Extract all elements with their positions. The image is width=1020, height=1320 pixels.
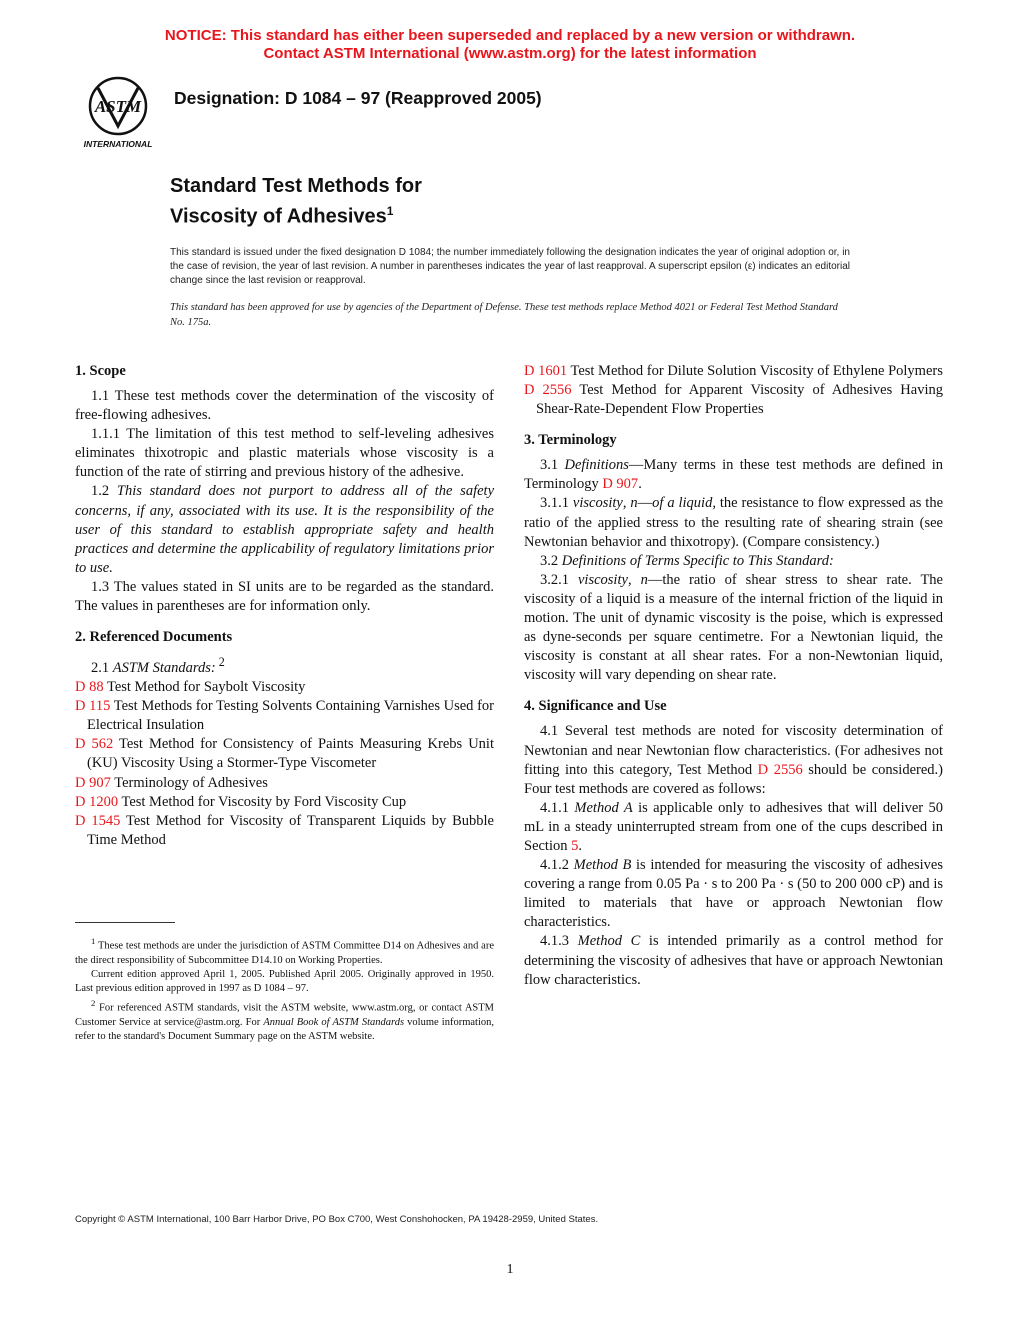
para-1-2 xyxy=(75,482,494,577)
reference-item: D 1545 Test Method for Viscosity of Transparent Liquids by Bubble Time Method xyxy=(75,812,494,848)
section-heading-significance: 4. Significance and Use xyxy=(524,698,667,715)
ref-link-d562[interactable]: D 562 xyxy=(75,736,114,753)
right-column xyxy=(524,362,943,990)
section-heading-scope: 1. Scope xyxy=(75,363,126,379)
designation: Designation: D 1084 – 97 (Reapproved 2005) xyxy=(174,88,542,108)
para-4-1-2: 4.1.2 Method B is intended for measuring the viscosity of adhesives covering a range from 0.05 Pa · s to 200 Pa · s (50 to 200 000 cP) and is limited to materials that have or approach Newtonian flow characteristics. xyxy=(524,857,943,931)
ref-link-d2556-inline[interactable]: D 2556 xyxy=(757,761,803,778)
para-4-1-1: 4.1.1 Method A is applicable only to adhesives that will deliver 50 mL in a steady uninterrupted stream from one of the cups described in Section 5. xyxy=(524,799,944,854)
footnote-1: $^1$ These test methods are under the jurisdiction of ASTM Committee D14 on Adhesives and are the direct responsibility of Subcommittee D14.10 on Working Properties. xyxy=(75,936,494,966)
para-4-1-3: 4.1.3 Method C is intended primarily as a control method for determining the viscosity of adhesives that have or approach Newtonian flow characteristics. xyxy=(524,933,944,988)
ref-link-d907-inline[interactable]: D 907 xyxy=(602,476,639,493)
footnote-mark-2[interactable]: 2 xyxy=(215,655,225,670)
footnote-divider xyxy=(75,922,175,923)
document-title xyxy=(170,174,422,230)
astm-standards-label: ASTM Standards: xyxy=(112,659,216,676)
ref-link-d1601[interactable]: D 1601 xyxy=(524,363,568,379)
title-footnote-mark[interactable]: 1 xyxy=(386,204,394,218)
section-heading-terminology: 3. Terminology xyxy=(524,432,617,449)
para-3-1: 3.1 Definitions—Many terms in these test methods are defined in Terminology D 907. xyxy=(524,457,944,493)
issue-note: This standard is issued under the fixed designation D 1084; the number immediately following the designation indicates the year of original adoption or, in the case of revision, the year of last revision. A number in parentheses indicates the year of last reapproval. A superscript epsilon (ε) indicates an editorial change since the last revision or reapproval. xyxy=(170,247,850,286)
astm-logo xyxy=(74,74,162,152)
para-1-2-num: 1.2 xyxy=(91,483,117,500)
para-1-1-1: 1.1.1 The limitation of this test method to self-leveling adhesives eliminates thixotropic and plastic materials whose viscosity is a function of the rate of stirring and previous history of the adhesive. xyxy=(75,426,494,481)
ref-link-d115[interactable]: D 115 xyxy=(75,698,111,715)
reference-item: D 2556 Test Method for Apparent Viscosity of Adhesives Having Shear-Rate-Dependent Flow Properties xyxy=(524,382,943,418)
ref-link-d1200[interactable]: D 1200 xyxy=(75,793,119,810)
para-1-1: 1.1 These test methods cover the determination of the viscosity of free-flowing adhesives. xyxy=(75,388,494,424)
footnote-2: $^2$ For referenced ASTM standards, visit the ASTM website, www.astm.org, or contact ASTM Customer Service at service@astm.org. For Annual Book of ASTM Standards volume information, refer to the standard's Document Summary page on the ASTM website. xyxy=(75,998,494,1043)
ref-link-d2556[interactable]: D 2556 xyxy=(524,382,572,399)
logo-text: ASTM xyxy=(94,97,142,116)
reference-item: D 115 Test Methods for Testing Solvents Containing Varnishes Used for Electrical Insulation xyxy=(75,698,494,734)
logo-sub-text: INTERNATIONAL xyxy=(83,139,153,149)
notice-line-2: Contact ASTM International (www.astm.org) for the latest information xyxy=(263,45,757,62)
footnote-1-edition: Current edition approved April 1, 2005. Published April 2005. Originally approved in 1950. Last previous edition approved in 1997 as D 1084 – 97. xyxy=(75,968,494,995)
para-1-3: 1.3 The values stated in SI units are to be regarded as the standard. The values in parentheses are for information only. xyxy=(75,578,494,615)
left-column xyxy=(75,362,494,850)
title-line-2: Viscosity of Adhesives xyxy=(170,205,387,228)
reference-item: D 907 Terminology of Adhesives xyxy=(75,774,268,791)
copyright-line: Copyright © ASTM International, 100 Barr Harbor Drive, PO Box C700, West Conshohocken, PA 19428-2959, United States. xyxy=(75,1214,599,1225)
footnotes xyxy=(75,934,494,1044)
para-1-2-text: This standard does not purport to address all of the safety concerns, if any, associated with its use. It is the responsibility of the user of this standard to establish appropriate safety and health practices and determine the applicability of regulatory limitations prior to use. xyxy=(75,483,495,576)
para-3-1-1: 3.1.1 viscosity, n—of a liquid, the resistance to flow expressed as the ratio of the applied stress to the resulting rate of shearing strain (see Newtonian behavior and thixotropy). (Compare consistency.) xyxy=(524,495,944,550)
para-4-1: 4.1 Several test methods are noted for viscosity determination of Newtonian and near Newtonian flow characteristics. (For adhesives not fitting into this category, Test Method D 2556 should be considered.) Four test methods are covered as follows: xyxy=(524,723,943,797)
section-link-5[interactable]: 5 xyxy=(571,837,579,854)
para-3-2-1: 3.2.1 viscosity, n—the ratio of shear stress to shear rate. The viscosity of a liquid is a measure of the internal friction of the liquid in motion. The unit of dynamic viscosity is the poise, which is expressed as dyne-seconds per square centimetre. For a Newtonian liquid, the viscosity is constant at all shear rates. For a non-Newtonian liquid, viscosity will vary depending on shear rate. xyxy=(524,571,943,684)
para-3-2: 3.2 Definitions of Terms Specific to This Standard: xyxy=(540,552,834,569)
reference-item: D 1200 Test Method for Viscosity by Ford Viscosity Cup xyxy=(75,793,407,810)
ref-link-d907[interactable]: D 907 xyxy=(75,774,111,791)
reference-item: D 562 Test Method for Consistency of Paints Measuring Krebs Unit (KU) Viscosity Using a Stormer-Type Viscometer xyxy=(75,736,494,772)
section-heading-referenced-documents: 2. Referenced Documents xyxy=(75,629,233,646)
reference-item: D 88 Test Method for Saybolt Viscosity xyxy=(75,679,306,696)
dod-note: This standard has been approved for use by agencies of the Department of Defense. These test methods replace Method 4021 or Federal Test Method Standard No. 175a. xyxy=(170,302,838,328)
para-2-1: 2.1 ASTM Standards: $^2$ xyxy=(91,655,225,676)
ref-link-d1545[interactable]: D 1545 xyxy=(75,812,121,829)
ref-link-d88[interactable]: D 88 xyxy=(75,679,104,696)
notice-line-1: NOTICE: This standard has either been superseded and replaced by a new version or withdrawn. xyxy=(164,27,856,44)
title-line-1: Standard Test Methods for xyxy=(170,175,422,197)
reference-item: D 1601 Test Method for Dilute Solution Viscosity of Ethylene Polymers xyxy=(524,363,943,379)
supersede-notice xyxy=(0,27,1020,63)
page-number: 1 xyxy=(506,1262,514,1277)
